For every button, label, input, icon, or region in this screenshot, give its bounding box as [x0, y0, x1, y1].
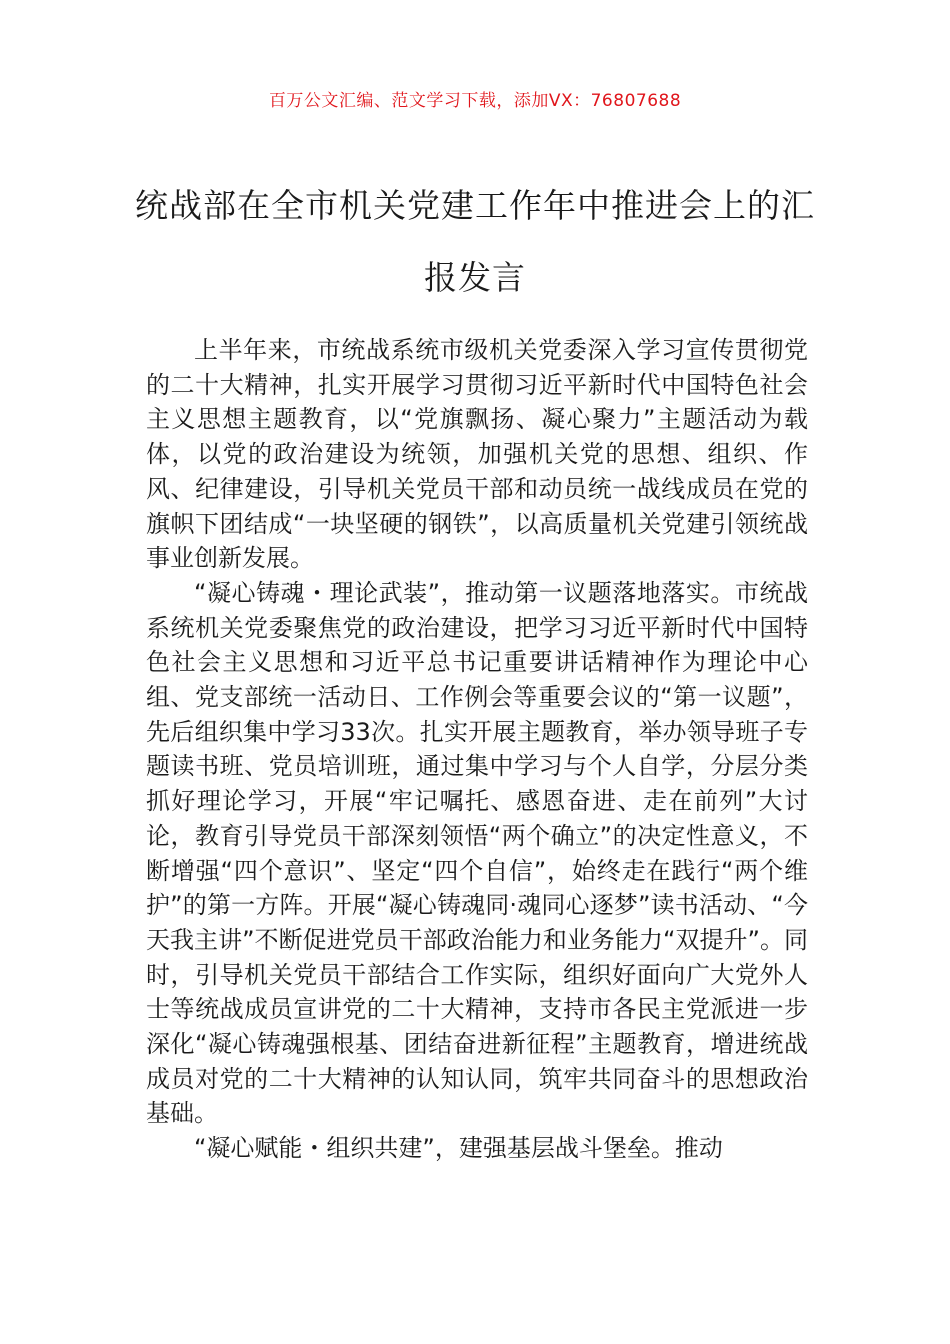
paragraph-1: 上半年来，市统战系统市级机关党委深入学习宣传贯彻党的二十大精神，扎实开展学习贯彻习近平新时代中国特色社会主义思想主题教育，以“党旗飘扬、凝心聚力”主题活动为载体，以党的政治建设为统领，加强机关党的思想、组织、作风、纪律建设，引导机关党员干部和动员统一战线成员在党的旗帜下团结成“一块坚硬的钢铁”，以高质量机关党建引领统战事业创新发展。 — [146, 336, 808, 573]
paragraph-3: “凝心赋能・组织共建”，建强基层战斗堡垒。推动 — [194, 1134, 723, 1163]
header-note: 百万公文汇编、范文学习下载，添加VX：76807688 — [268, 91, 682, 111]
paragraph-2: “凝心铸魂・理论武装”，推动第一议题落地落实。市统战系统机关党委聚焦党的政治建设，把学习习近平新时代中国特色社会主义思想和习近平总书记重要讲话精神作为理论中心组、党支部统一活动日、工作例会等重要会议的“第一议题”，先后组织集中学习33次。扎实开展主题教育，举办领导班子专题读书班、党员培训班，通过集中学习与个人自学，分层分类抓好理论学习，开展“牢记嘱托、感恩奋进、走在前列”大讨论，教育引导党员干部深刻领悟“两个确立”的决定性意义，不断增强“四个意识”、坚定“四个自信”，始终走在践行“两个维护”的第一方阵。开展“凝心铸魂同·魂同心逐梦”读书活动、“今天我主讲”不断促进党员干部政治能力和业务能力“双提升”。同时，引导机关党员干部结合工作实际，组织好面向广大党外人士等统战成员宣讲党的二十大精神，支持市各民主党派进一步深化“凝心铸魂强根基、团结奋进新征程”主题教育，增进统战成员对党的二十大精神的认知认同，筑牢共同奋斗的思想政治基础。 — [146, 578, 808, 1128]
document-body — [146, 333, 808, 1166]
document-title: 统战部在全市机关党建工作年中推进会上的汇报发言 — [135, 186, 815, 297]
